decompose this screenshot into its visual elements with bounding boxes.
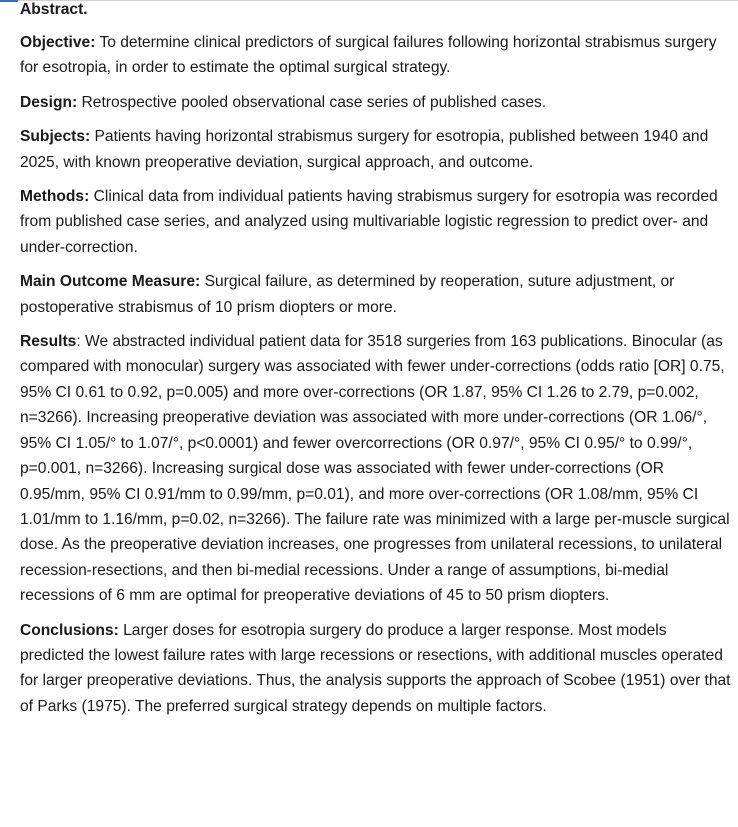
results-label: Results xyxy=(20,333,77,351)
conclusions-label: Conclusions: xyxy=(20,621,119,639)
subjects-label: Subjects: xyxy=(20,128,91,146)
design-text: Retrospective pooled observational case series of published cases. xyxy=(77,93,547,111)
objective-label: Objective: xyxy=(20,34,96,51)
design-label: Design: xyxy=(20,93,78,111)
objective-text: To determine clinical predictors of surgical failures following horizontal strabismus surgery for esotropia, in order to estimate the optimal surgical strategy. xyxy=(20,34,717,77)
subjects-text: Patients having horizontal strabismus surgery for esotropia, published between 1940 and 2025, with known preoperative deviation, surgical approach, and outcome. xyxy=(20,128,709,171)
abstract-title: Abstract. xyxy=(20,1,88,18)
main-outcome-label: Main Outcome Measure: xyxy=(20,273,201,291)
conclusions-section xyxy=(20,618,732,720)
methods-text: Clinical data from individual patients having strabismus surgery for esotropia was recorded from published case series, and analyzed using multivariable logistic regression to predict over- and under-correction. xyxy=(20,188,718,256)
objective-section xyxy=(20,30,732,81)
methods-label: Methods: xyxy=(20,188,90,206)
conclusions-text: Larger doses for esotropia surgery do produce a larger response. Most models predicted the lowest failure rates with large recessions or resections, with additional muscles operated for larger preoperative deviations. Thus, the analysis supports the approach of Scobee (1951) over that of Parks (1975). The preferred surgical strategy depends on multiple factors. xyxy=(20,621,731,715)
subjects-section xyxy=(20,124,732,175)
methods-section xyxy=(20,184,732,260)
main-outcome-text: Surgical failure, as determined by reoperation, suture adjustment, or postoperative strabismus of 10 prism diopters or more. xyxy=(20,273,675,316)
abstract-body xyxy=(20,0,732,728)
selection-accent xyxy=(0,0,18,2)
results-text: : We abstracted individual patient data for 3518 surgeries from 163 publications. Binocular (as compared with monocular) surgery was associated with fewer under-corrections (odds ratio [OR] 0.75, 95% CI 0.61 to 0.92, p=0.005) and more over-corrections (OR 1.87, 95% CI 1.26 to 2.79, p=0.002, n=3266). Increasing preoperative deviation was associated with more under-corrections (OR 1.06/°, 95% CI 1.05/° to 1.07/°, p<0.0001) and fewer overcorrections (OR 0.97/°, 95% CI 0.95/° to 0.99/°, p=0.001, n=3266). Increasing surgical dose was associated with fewer under-corrections (OR 0.95/mm, 95% CI 0.91/mm to 0.99/mm, p=0.01), and more over-corrections (OR 1.08/mm, 95% CI 1.01/mm to 1.16/mm, p=0.02, n=3266). The failure rate was minimized with a large per-muscle surgical dose. As the preoperative deviation increases, one progresses from unilateral recessions, to unilateral recession-resections, and then bi-medial recessions. Under a range of assumptions, bi-medial recessions of 6 mm are optimal for preoperative deviations of 45 to 50 prism diopters. xyxy=(20,333,730,605)
results-section xyxy=(20,329,732,608)
design-section xyxy=(20,90,732,115)
main-outcome-section xyxy=(20,269,732,320)
